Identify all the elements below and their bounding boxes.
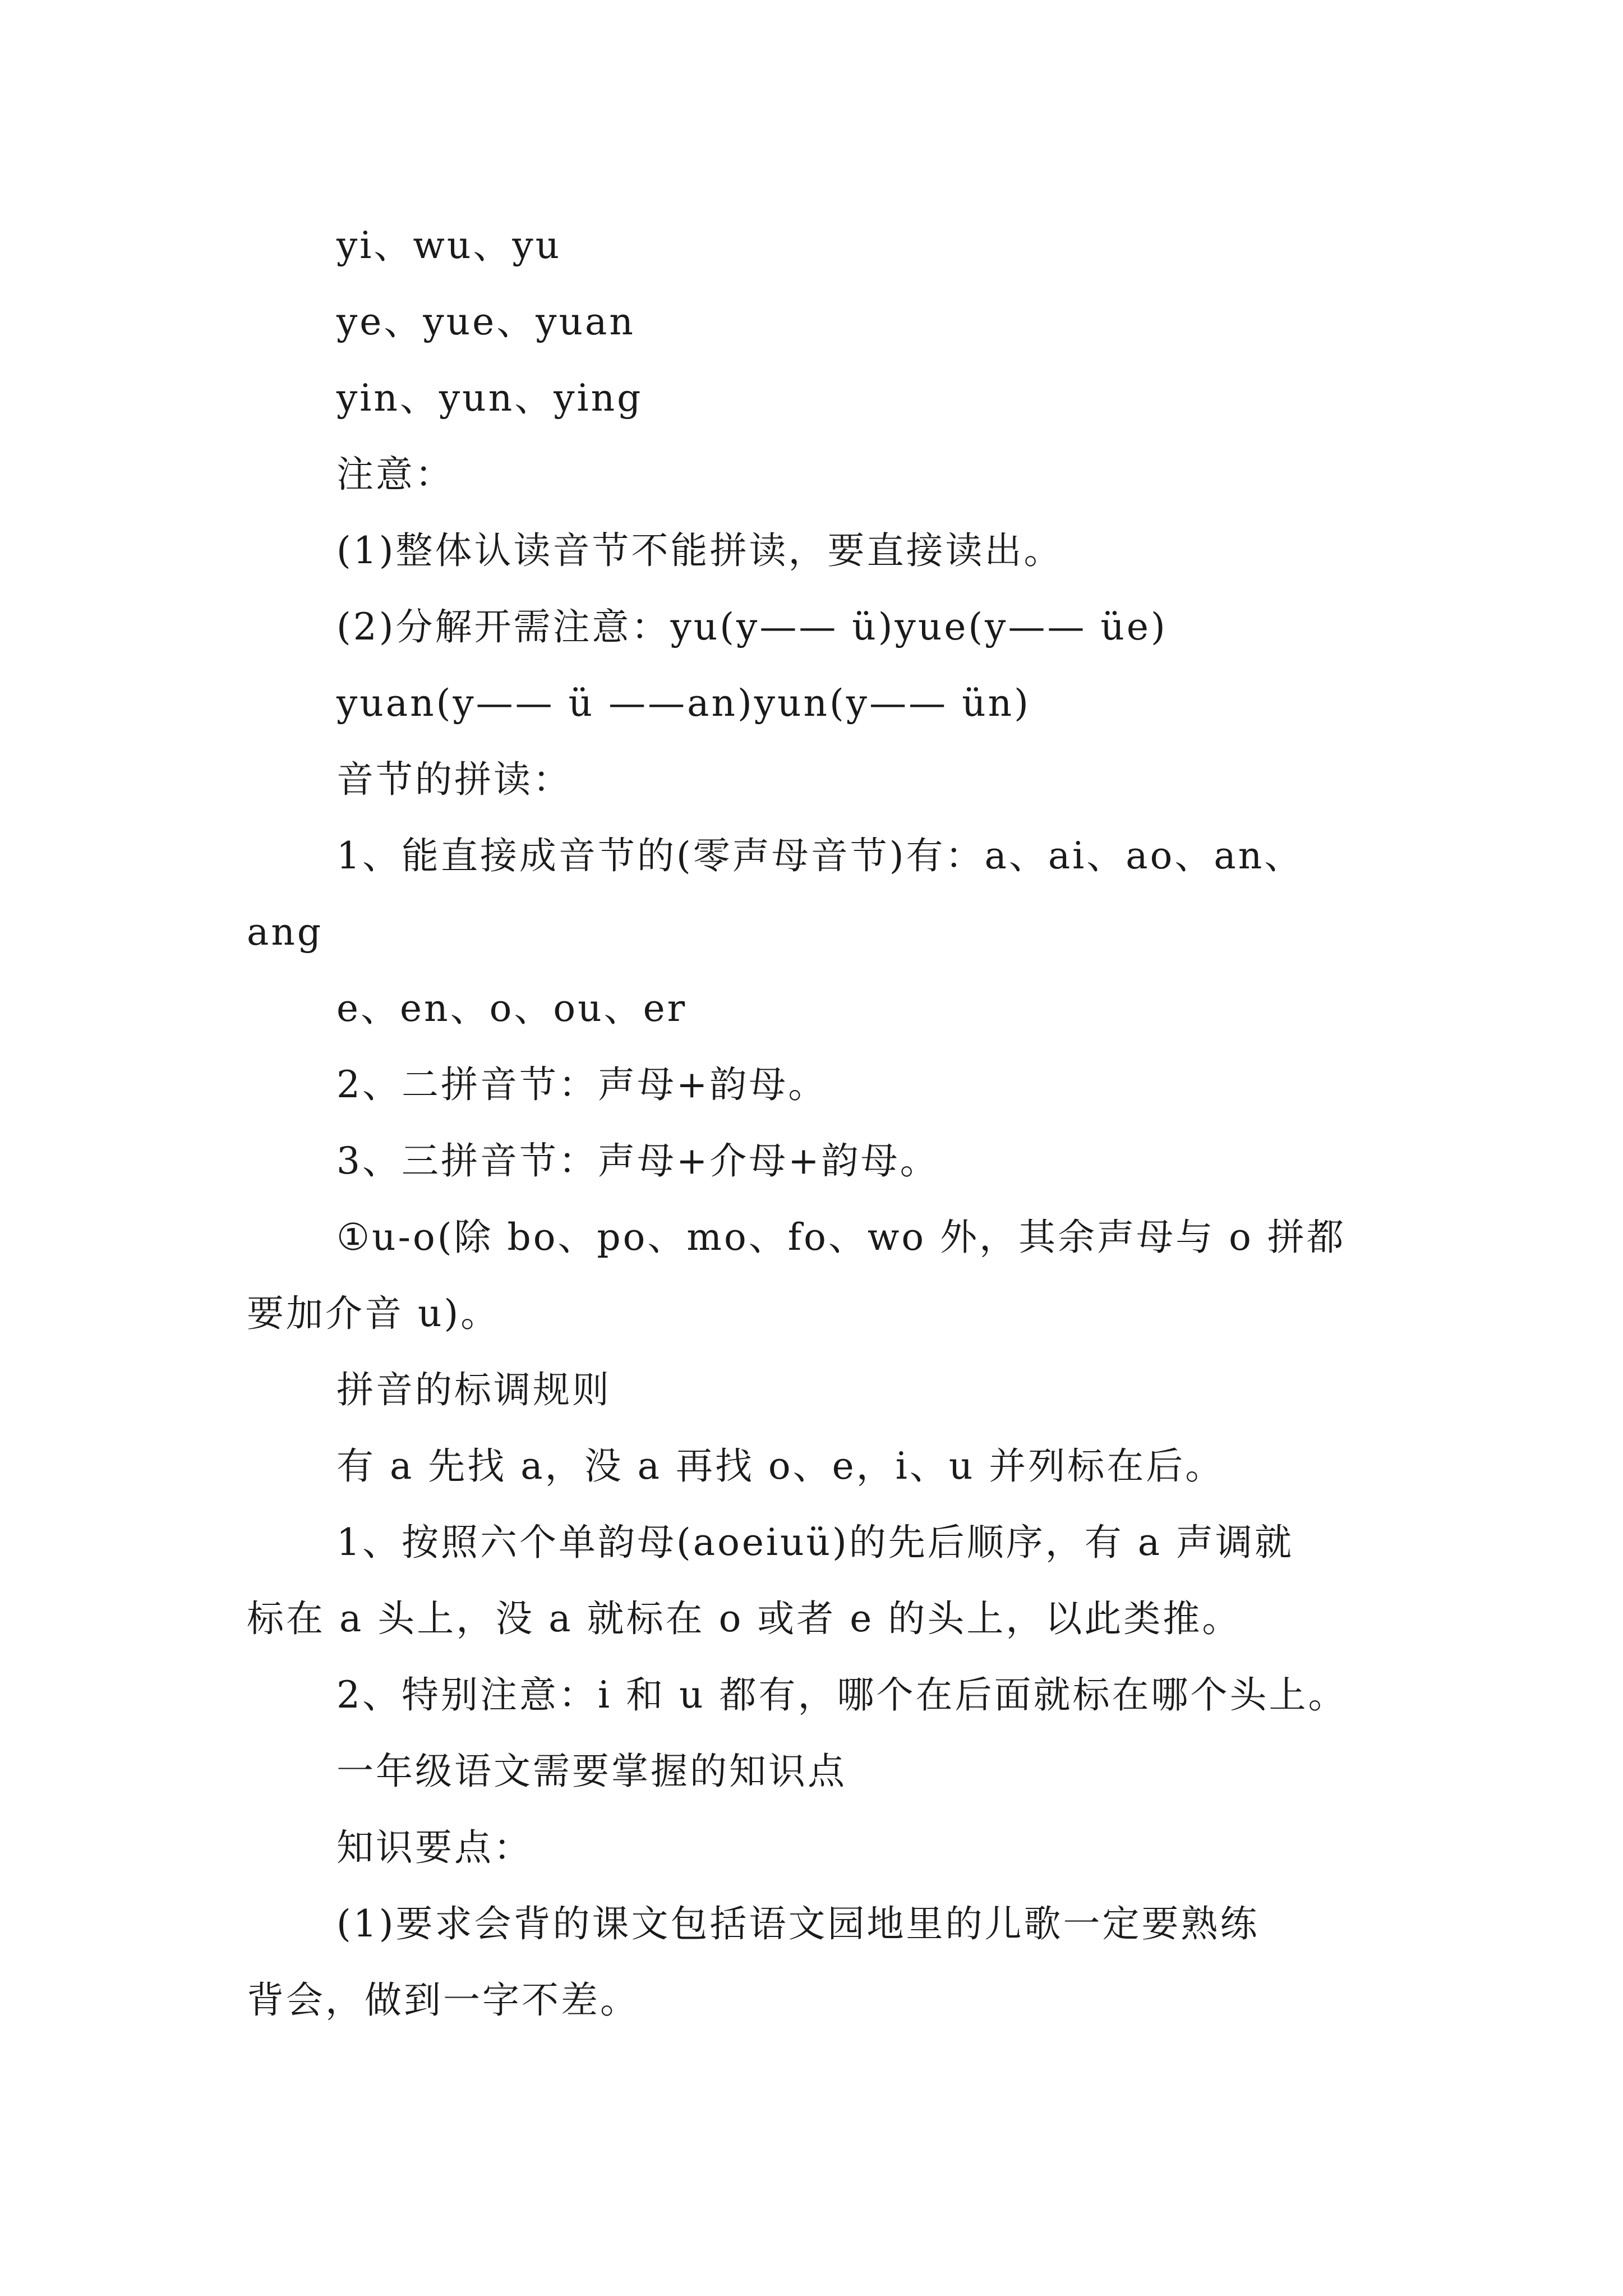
text-line: 拼音的标调规则 (336, 1368, 611, 1411)
text-line: 要加介音 u)。 (247, 1292, 500, 1335)
text-line: yin、yun、ying (336, 376, 643, 420)
text-line: 1、按照六个单韵母(aoeiuü)的先后顺序，有 a 声调就 (336, 1521, 1294, 1564)
text-line: (1)要求会背的课文包括语文园地里的儿歌一定要熟练 (336, 1902, 1260, 1945)
document-body (247, 208, 1391, 2039)
text-line: 背会，做到一字不差。 (247, 1978, 639, 2022)
text-line: 2、二拼音节：声母+韵母。 (336, 1063, 828, 1106)
text-line: 3、三拼音节：声母+介母+韵母。 (336, 1139, 939, 1182)
text-line: 有 a 先找 a，没 a 再找 o、e，i、u 并列标在后。 (336, 1444, 1225, 1488)
text-line: yuan(y—— ü ——an)yun(y—— ün) (336, 682, 1031, 725)
text-line: 音节的拼读： (336, 758, 572, 801)
text-line: (2)分解开需注意：yu(y—— ü)yue(y—— üe) (336, 605, 1168, 648)
text-line: e、en、o、ou、er (336, 987, 688, 1030)
text-line: (1)整体认读音节不能拼读，要直接读出。 (336, 529, 1063, 572)
text-line: 1、能直接成音节的(零声母音节)有：a、ai、ao、an、 (336, 834, 1304, 877)
text-line: 注意： (336, 453, 454, 496)
text-line: 标在 a 头上，没 a 就标在 o 或者 e 的头上，以此类推。 (247, 1597, 1242, 1640)
text-line: ang (247, 910, 324, 954)
text-line: ye、yue、yuan (336, 300, 635, 343)
text-line: 知识要点： (336, 1826, 533, 1869)
text-line: 2、特别注意：i 和 u 都有，哪个在后面就标在哪个头上。 (336, 1673, 1348, 1717)
text-line: ①u-o(除 bo、po、mo、fo、wo 外，其余声母与 o 拼都 (336, 1216, 1346, 1259)
text-line: yi、wu、yu (336, 224, 562, 267)
text-line: 一年级语文需要掌握的知识点 (336, 1750, 847, 1793)
